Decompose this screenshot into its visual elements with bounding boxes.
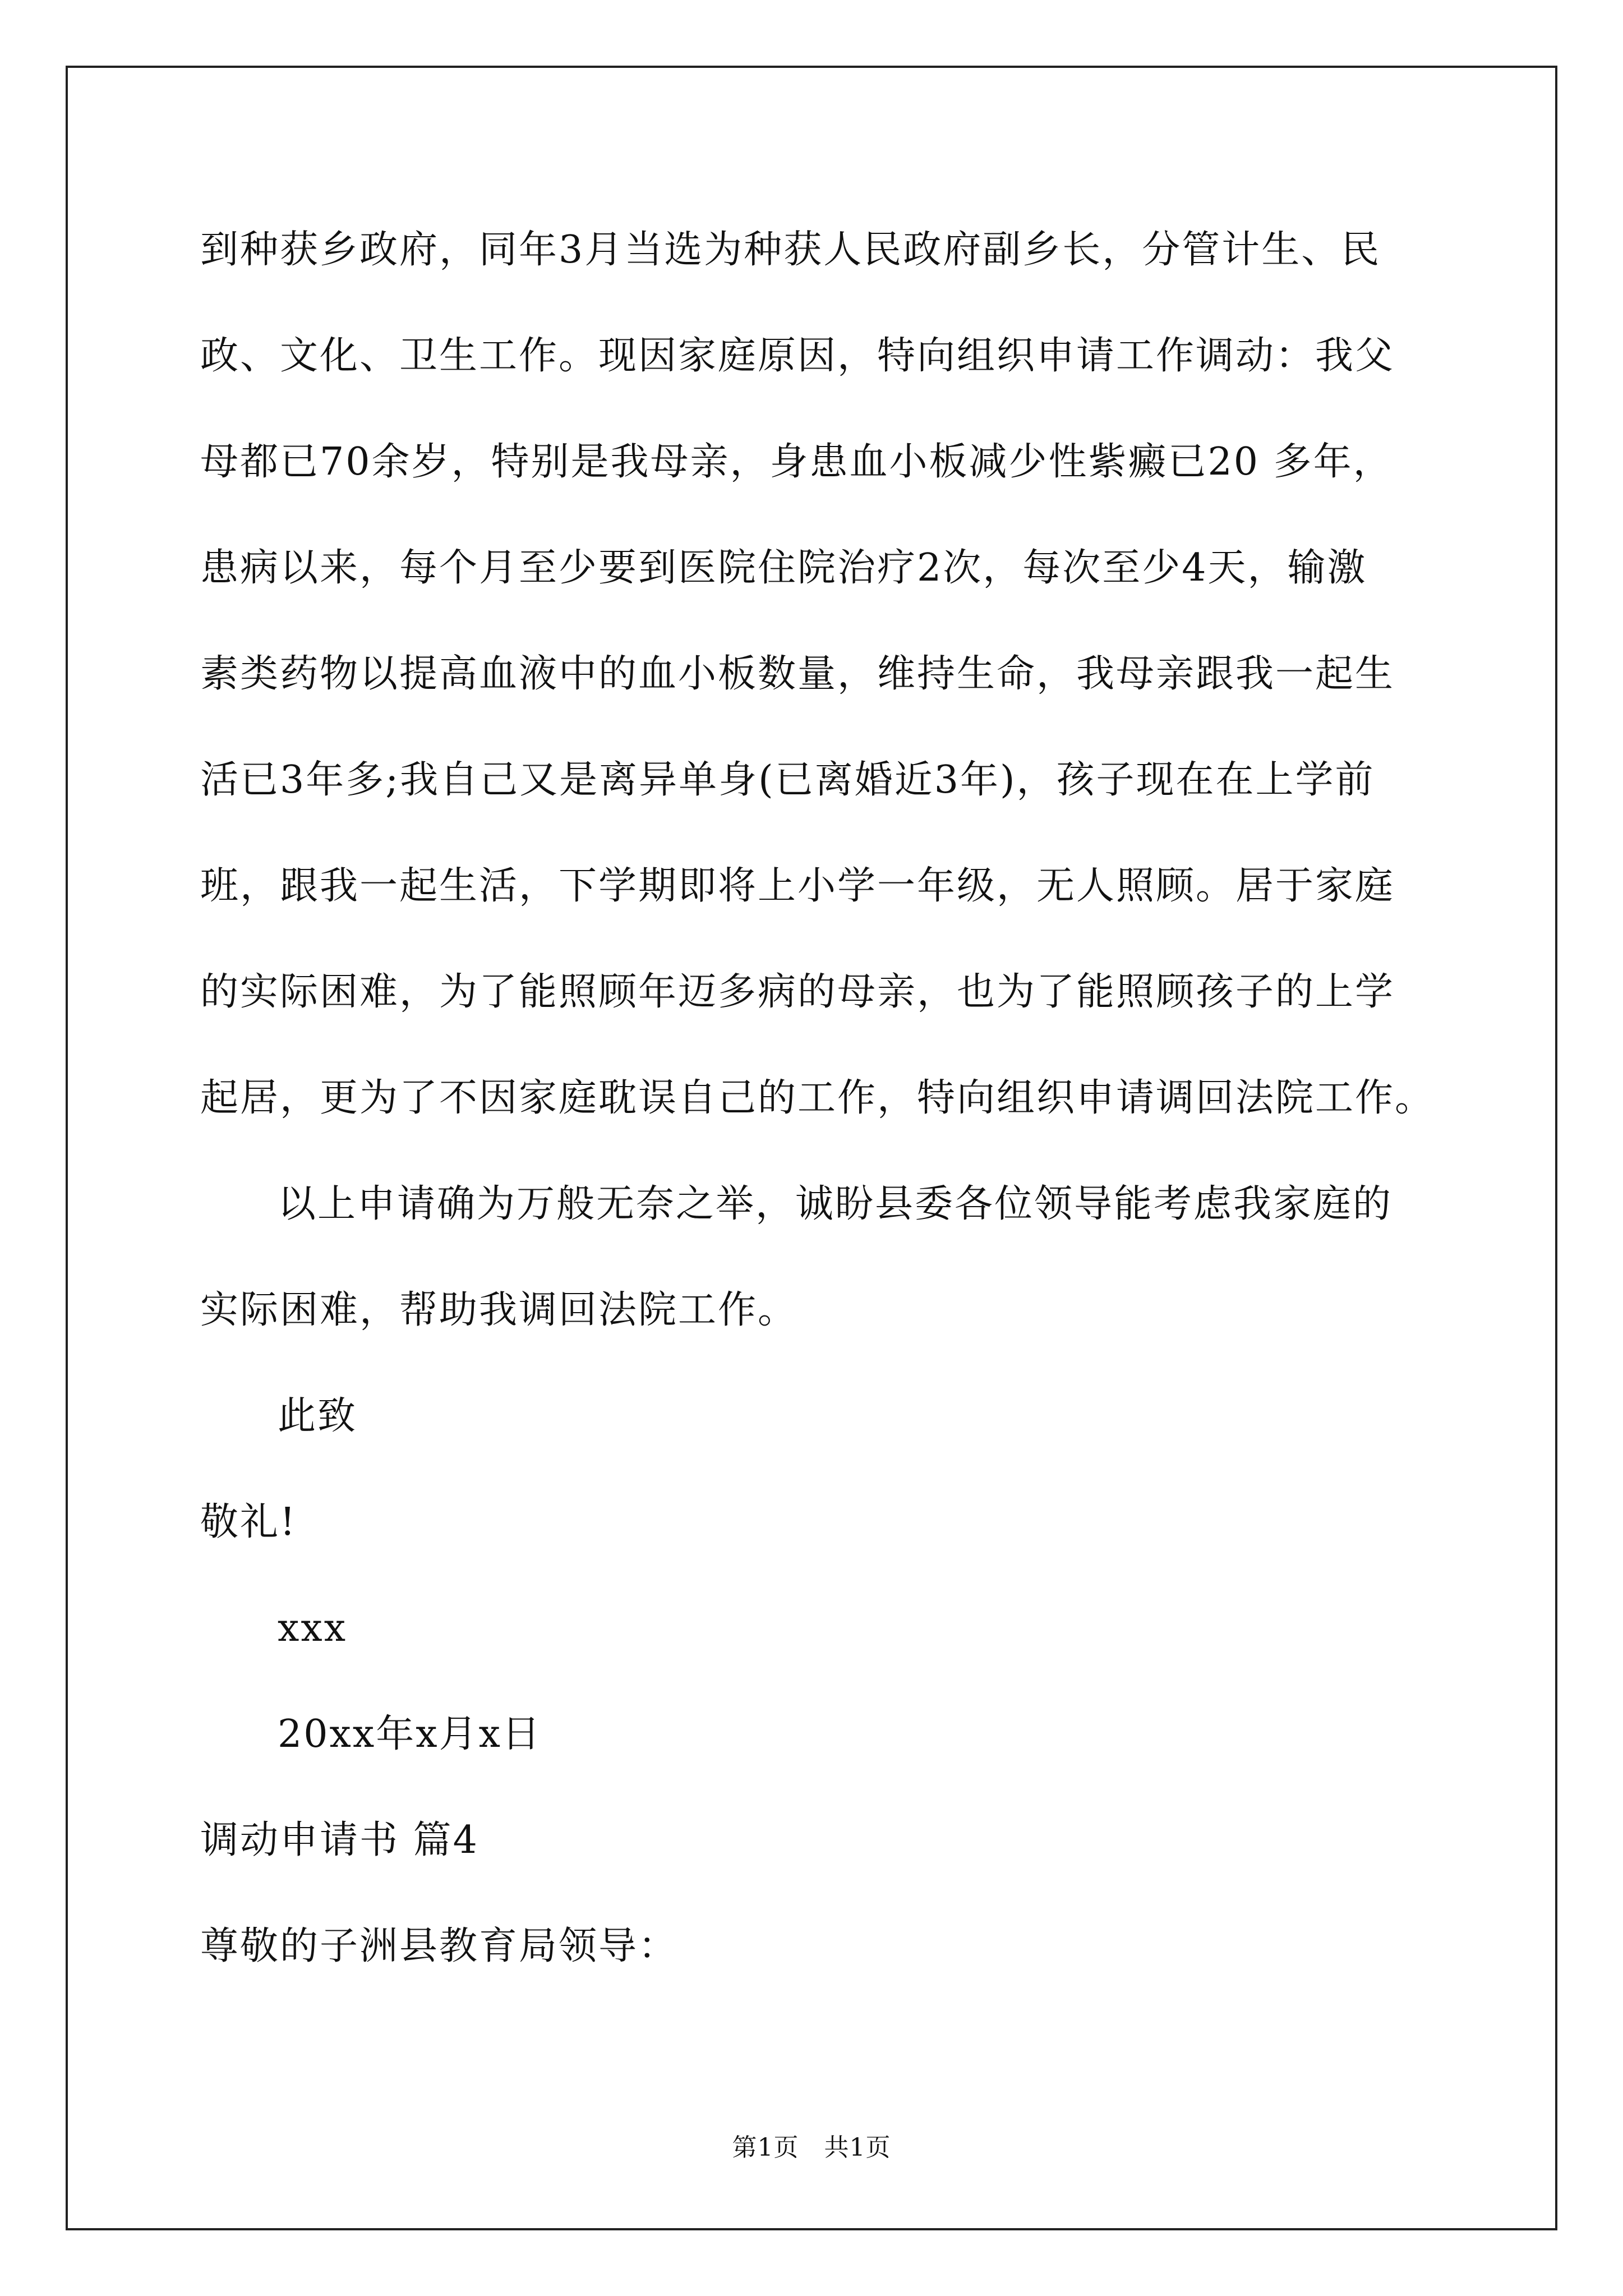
document-body — [200, 217, 1434, 2019]
text-line: 政、文化、卫生工作。现因家庭原因，特向组织申请工作调动：我父 — [200, 334, 1395, 378]
text-line: 以上申请确为万般无奈之举，诚盼县委各位领导能考虑我家庭的 — [278, 1182, 1393, 1226]
salute-line: 敬礼! — [200, 1500, 297, 1544]
text-line: 活已3年多;我自己又是离异单身(已离婚近3年)，孩子现在在上学前 — [200, 758, 1375, 802]
text-line: 患病以来，每个月至少要到医院住院治疗2次，每次至少4天，输激 — [200, 546, 1367, 590]
text-line: 的实际困难，为了能照顾年迈多病的母亲，也为了能照顾孩子的上学 — [200, 970, 1395, 1014]
page-footer: 第1页 共1页 — [732, 2133, 891, 2162]
text-line: 班，跟我一起生活，下学期即将上小学一年级，无人照顾。居于家庭 — [200, 864, 1395, 908]
signature-line: xxx — [278, 1606, 348, 1650]
section-title: 调动申请书 篇4 — [200, 1818, 479, 1862]
closing-line: 此致 — [278, 1394, 358, 1438]
text-line: 起居，更为了不因家庭耽误自己的工作，特向组织申请调回法院工作。 — [200, 1076, 1435, 1120]
text-line: 到种获乡政府，同年3月当选为种获人民政府副乡长，分管计生、民 — [200, 228, 1381, 272]
greeting-line: 尊敬的子洲县教育局领导： — [200, 1924, 679, 1968]
text-line: 母都已70余岁，特别是我母亲，身患血小板减少性紫癜已20 多年， — [200, 440, 1393, 484]
text-line: 素类药物以提高血液中的血小板数量，维持生命，我母亲跟我一起生 — [200, 652, 1395, 696]
text-line: 实际困难，帮助我调回法院工作。 — [200, 1288, 798, 1332]
date-line: 20xx年x月x日 — [278, 1712, 542, 1756]
